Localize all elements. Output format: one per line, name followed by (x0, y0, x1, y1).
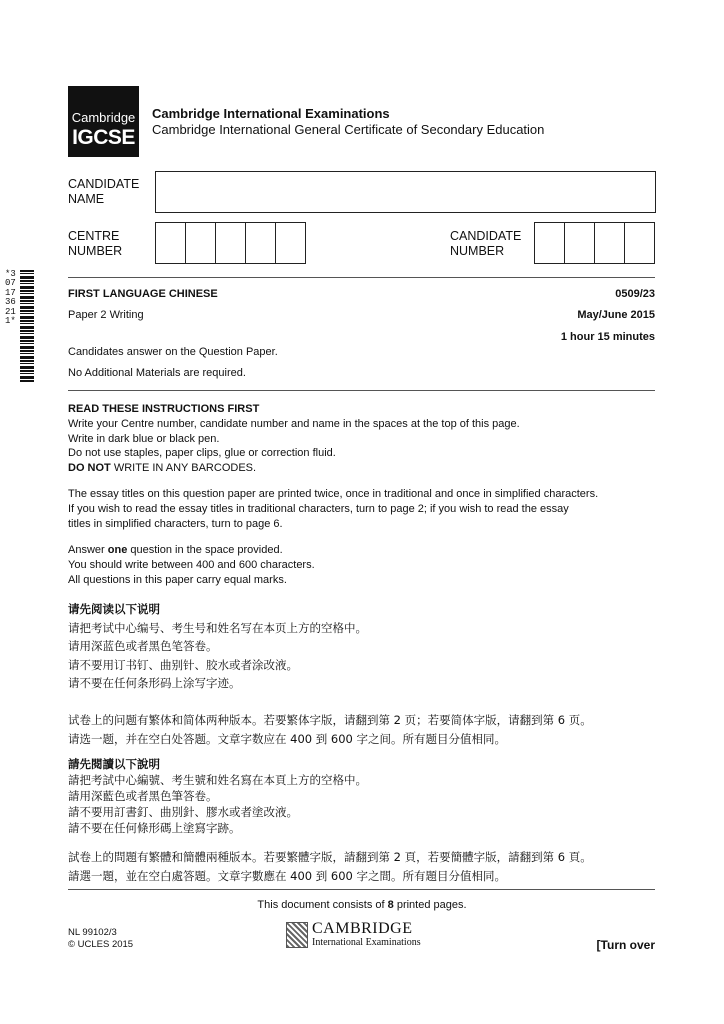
subject-title: FIRST LANGUAGE CHINESE (68, 288, 218, 300)
essay-info-line: If you wish to read the essay titles in traditional characters, turn to page 2; if you wish to read the essay (68, 502, 569, 515)
page-count-note: This document consists of 8 printed pages. (257, 899, 467, 911)
exam-session: May/June 2015 (577, 309, 655, 321)
candidate-number-field[interactable] (534, 222, 655, 264)
divider (68, 889, 655, 890)
candidate-number-label: CANDIDATE NUMBER (450, 229, 522, 258)
traditional-line: 請不要用訂書釘、曲別針、膠水或者塗改液。 (68, 805, 298, 819)
cambridge-brand-sub: International Examinations (312, 937, 421, 948)
logo-line-2: IGCSE (72, 126, 135, 149)
instruction-line: Do not use staples, paper clips, glue or correction fluid. (68, 447, 336, 460)
marks-line: All questions in this paper carry equal marks. (68, 573, 287, 586)
traditional-instructions (68, 756, 668, 836)
simplified-paragraph: 试卷上的问题有繁体和简体两种版本。若要繁体字版，请翻到第 2 页；若要简体字版，请翻到第 6 页。 请选一题，并在空白处答题。文章字数应在 400 到 600 字之间。所有题目分值相同。 (68, 713, 592, 746)
answer-info-block (68, 543, 668, 587)
divider (68, 277, 655, 278)
candidate-digit-box[interactable] (565, 223, 595, 263)
centre-number-field[interactable] (155, 222, 306, 264)
simplified-line: 请不要在任何条形码上涂写字迹。 (68, 676, 241, 690)
paper-name: Paper 2 Writing (68, 309, 144, 321)
essay-info-block (68, 487, 668, 531)
simplified-line: 请不要用订书钉、曲别针、胶水或者涂改液。 (68, 657, 298, 672)
turn-over: [Turn over (596, 938, 655, 952)
simplified-instructions (68, 600, 668, 693)
simplified-heading: 请先阅读以下说明 (68, 602, 160, 616)
simplified-line: 请把考试中心编号、考生号和姓名写在本页上方的空格中。 (68, 620, 367, 635)
centre-digit-box[interactable] (246, 223, 276, 263)
paper-code: 0509/23 (615, 288, 655, 300)
cambridge-brand: CAMBRIDGE (312, 920, 413, 937)
org-title: Cambridge International Examinations (152, 106, 390, 121)
instruction-line: Write your Centre number, candidate number and name in the spaces at the top of this page. (68, 417, 520, 430)
candidate-digit-box[interactable] (595, 223, 625, 263)
answer-line: Answer one question in the space provided. (68, 544, 283, 556)
traditional-paragraph: 試卷上的問題有繁體和簡體兩種版本。若要繁體字版，請翻到第 2 頁，若要簡體字版，請翻到第 6 頁。 請選一題，並在空白處答題。文章字數應在 400 到 600 字之間。所有題目分值相同。 (68, 850, 592, 883)
centre-digit-box[interactable] (216, 223, 246, 263)
logo-line-1: Cambridge (71, 110, 136, 125)
traditional-line: 請用深藍色或者黑色筆答卷。 (68, 789, 218, 803)
exam-duration: 1 hour 15 minutes (560, 331, 655, 343)
barcode-number: *3071736211* (5, 269, 16, 327)
document-reference: NL 99102/3 © UCLES 2015 (68, 927, 134, 950)
candidate-digit-box[interactable] (535, 223, 565, 263)
characters-line: You should write between 400 and 600 characters. (68, 558, 315, 571)
materials-note-1: Candidates answer on the Question Paper. (68, 346, 278, 358)
simplified-line: 请用深蓝色或者黑色笔答卷。 (68, 639, 218, 653)
instructions-block (68, 402, 668, 476)
barcode (20, 270, 34, 382)
candidate-name-label: CANDIDATE NAME (68, 177, 140, 206)
materials-note-2: No Additional Materials are required. (68, 367, 246, 379)
essay-info-line: The essay titles on this question paper are printed twice, once in traditional and once in simplified characters. (68, 488, 599, 500)
cambridge-crest-icon (286, 922, 308, 948)
cambridge-igcse-logo (68, 86, 139, 157)
candidate-name-field[interactable] (155, 171, 656, 213)
instructions-heading: READ THESE INSTRUCTIONS FIRST (68, 403, 260, 415)
traditional-heading: 請先閱讀以下說明 (68, 757, 160, 771)
candidate-digit-box[interactable] (625, 223, 654, 263)
traditional-line: 請把考試中心編號、考生號和姓名寫在本頁上方的空格中。 (68, 773, 367, 787)
centre-digit-box[interactable] (186, 223, 216, 263)
divider (68, 390, 655, 391)
org-subtitle: Cambridge International General Certificate of Secondary Education (152, 122, 545, 137)
centre-digit-box[interactable] (276, 223, 305, 263)
instruction-line: Write in dark blue or black pen. (68, 432, 220, 445)
essay-info-line: titles in simplified characters, turn to page 6. (68, 517, 283, 530)
centre-digit-box[interactable] (156, 223, 186, 263)
centre-number-label: CENTRE NUMBER (68, 229, 123, 258)
instruction-barcode-line: DO NOT WRITE IN ANY BARCODES. (68, 462, 257, 475)
traditional-line: 請不要在任何條形碼上塗寫字跡。 (68, 821, 241, 835)
